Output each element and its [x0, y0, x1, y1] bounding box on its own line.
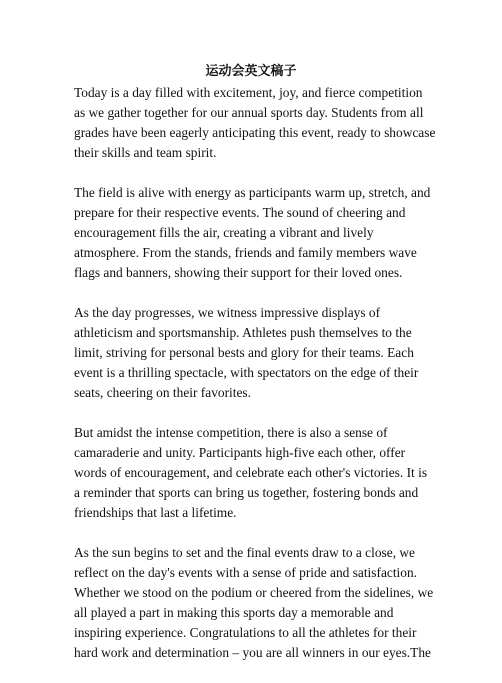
paragraph-5: As the sun begins to set and the final events draw to a close, we reflect on the day's events with a sense of pride and satisfaction. Whether we stood on the podium or cheered from the sidelines, we all played a part in making this sports day a memorable and inspiring experience. Congratulations to all the athletes for their hard work and determination – you are all winners in our eyes.The	[74, 545, 434, 660]
paragraph-2: The field is alive with energy as participants warm up, stretch, and prepare for their respective events. The sound of cheering and encouragement fills the air, creating a vibrant and lively atmosphere. From the stands, friends and family members wave flags and banners, showing their support for their loved ones.	[74, 185, 431, 280]
paragraph-4: But amidst the intense competition, there is also a sense of camaraderie and unity. Participants high-five each other, offer words of encouragement, and celebrate each other's victories. It is a reminder that sports can bring us together, fostering bonds and friendships that last a lifetime.	[74, 425, 428, 520]
document-body	[74, 83, 436, 683]
paragraph-1: Today is a day filled with excitement, joy, and fierce competition as we gather together for our annual sports day. Students from all grades have been eagerly anticipating this event, ready to showcase their skills and team spirit.	[74, 85, 436, 160]
document-title: 运动会英文稿子	[205, 64, 297, 79]
paragraph-3: As the day progresses, we witness impressive displays of athleticism and sportsmanship. Athletes push themselves to the limit, striving for personal bests and glory for their teams. Each event is a thrilling spectacle, with spectators on the edge of their seats, cheering on their favorites.	[74, 305, 419, 400]
